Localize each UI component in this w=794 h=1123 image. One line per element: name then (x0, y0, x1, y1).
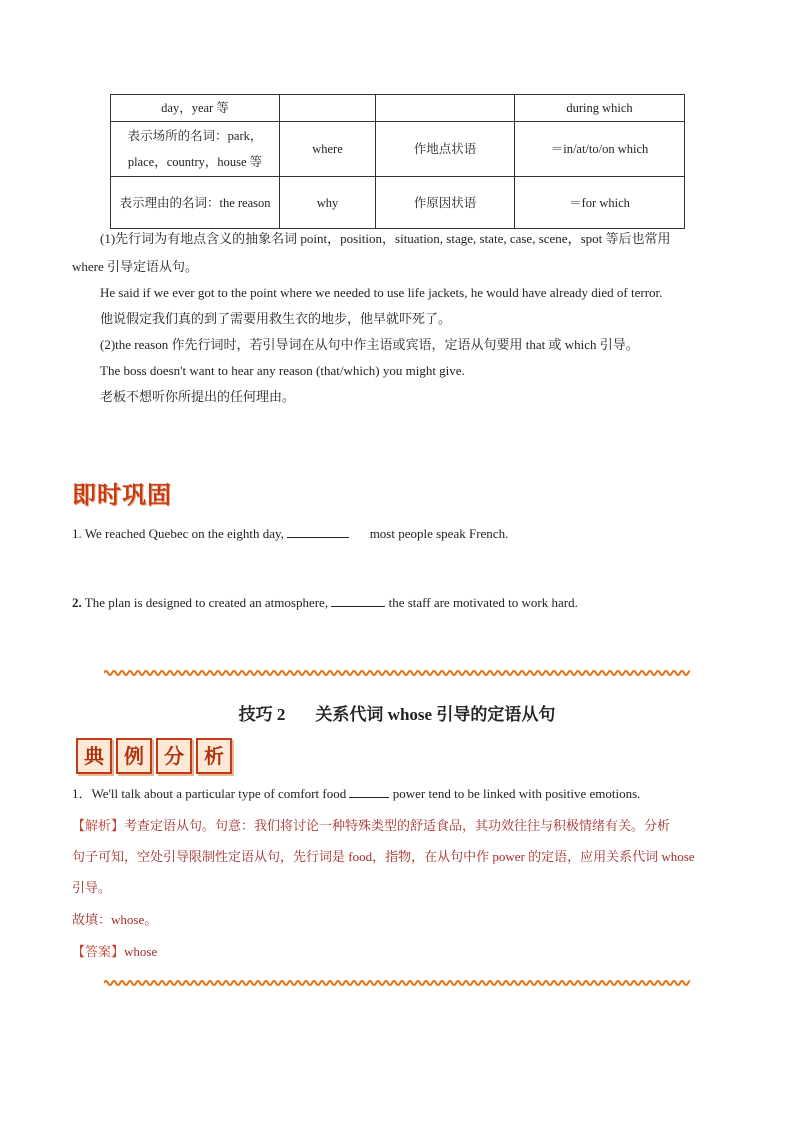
question-text: the staff are motivated to work hard. (388, 595, 578, 610)
table-cell: 作原因状语 (376, 177, 515, 229)
question-text: most people speak French. (369, 526, 509, 541)
table-cell: ＝in/at/to/on which (515, 122, 685, 177)
table-cell: during which (515, 95, 685, 122)
title-char-box: 析 (196, 738, 232, 774)
table-cell: where (280, 122, 376, 177)
wavy-divider (104, 978, 690, 988)
answer-line (72, 936, 728, 967)
table-cell: 作地点状语 (376, 122, 515, 177)
section-title (0, 703, 794, 727)
note-1-line-1: (1)先行词为有地点含义的抽象名词 point，position，situation, stage, state, case, scene，spot 等后也常用 (100, 231, 671, 246)
analysis-line-2: 句子可知，空处引导限制性定语从句，先行词是 food，指物，在从句中作 power 的定语，应用关系代词 whose (72, 849, 695, 864)
table-cell: 表示理由的名词：the reason (111, 177, 280, 229)
question-number: 2. (72, 595, 82, 610)
example-question (72, 784, 640, 804)
practice-title: 即时巩固 (72, 481, 172, 509)
grammar-table (110, 94, 685, 229)
answer-blank[interactable] (287, 525, 349, 538)
title-char-box: 例 (116, 738, 152, 774)
table-cell: day，year 等 (111, 95, 280, 122)
table-cell (376, 95, 515, 122)
title-char-box: 典 (76, 738, 112, 774)
section-heading: 关系代词 whose 引导的定语从句 (315, 705, 556, 724)
note-1-line-2: where 引导定语从句。 (72, 259, 199, 274)
table-row (111, 122, 685, 177)
practice-question-2 (72, 593, 578, 613)
example-2-english: The boss doesn't want to hear any reason (that/which) you might give. (100, 363, 465, 378)
section-label: 技巧 2 (238, 705, 286, 724)
question-text: power tend to be linked with positive emotions. (392, 786, 641, 801)
fill-answer: 故填：whose。 (72, 912, 158, 927)
analysis-tag: 【解析】 (72, 818, 125, 833)
note-2: (2)the reason 作先行词时，若引导词在从句中作主语或宾语，定语从句要用 that 或 which 引导。 (100, 337, 639, 352)
practice-question-1 (72, 524, 508, 544)
analysis-text: 考查定语从句。句意：我们将讨论一种特殊类型的舒适食品，其功效往往与积极情绪有关。分析 (124, 818, 671, 833)
answer-value: whose (124, 944, 158, 959)
table-cell: why (280, 177, 376, 229)
question-text: The plan is designed to created an atmosphere, (84, 595, 329, 610)
title-char-box: 分 (156, 738, 192, 774)
table-row (111, 95, 685, 122)
example-1-chinese: 他说假定我们真的到了需要用救生衣的地步，他早就吓死了。 (100, 311, 452, 326)
table-cell: ＝for which (515, 177, 685, 229)
answer-tag: 【答案】 (72, 944, 125, 959)
table-row (111, 177, 685, 229)
analysis-line-3: 引导。 (72, 880, 112, 895)
question-text: 1．We'll talk about a particular type of comfort food (72, 786, 347, 801)
example-analysis-title (76, 738, 232, 774)
example-2-chinese: 老板不想听你所提出的任何理由。 (100, 389, 296, 404)
table-cell (280, 95, 376, 122)
answer-blank[interactable] (331, 594, 385, 607)
question-text: 1. We reached Quebec on the eighth day, (72, 526, 284, 541)
example-1-english: He said if we ever got to the point where we needed to use life jackets, he would have already died of terror. (100, 285, 663, 300)
analysis-line-1 (72, 810, 728, 841)
wavy-divider (104, 668, 690, 678)
answer-blank[interactable] (349, 785, 389, 798)
table-cell: 表示场所的名词：park，place，country，house 等 (111, 122, 280, 177)
